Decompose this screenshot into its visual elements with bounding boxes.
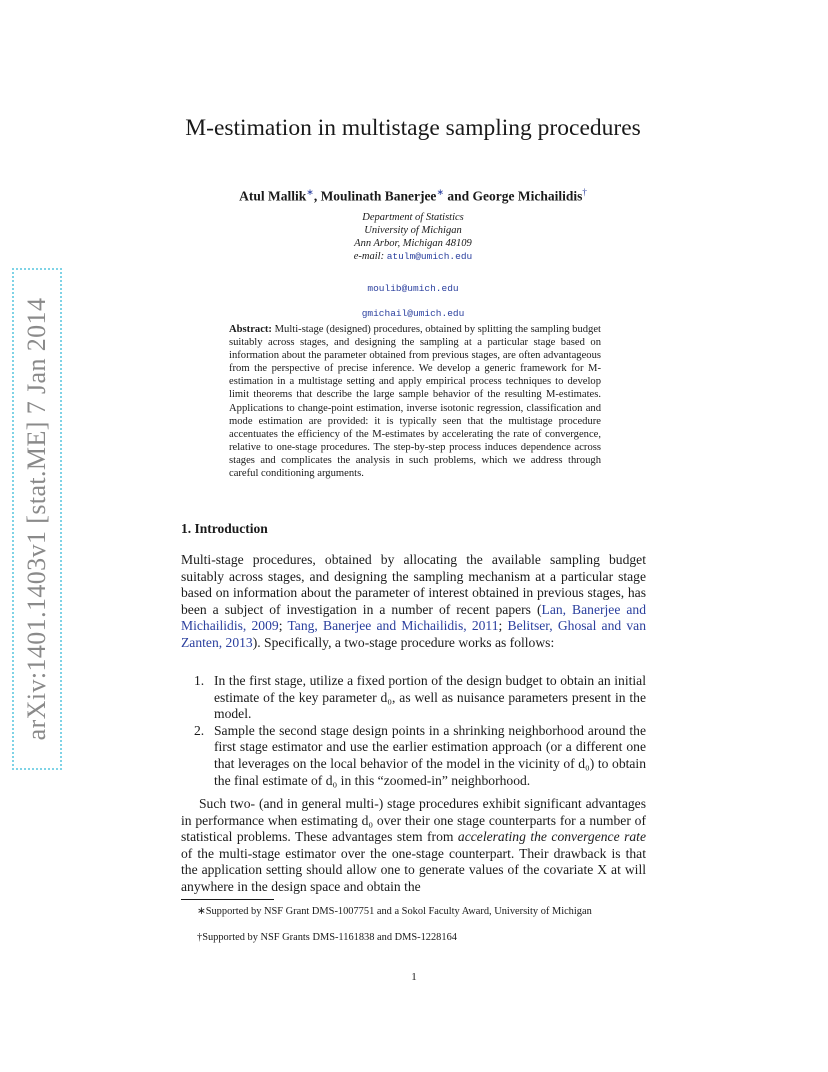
arxiv-identifier: arXiv:1401.1403v1 [stat.ME] 7 Jan 2014: [22, 297, 51, 741]
paper-title: M-estimation in multistage sampling procedures: [185, 115, 641, 141]
footnote: †Supported by NSF Grants DMS-1161838 and DMS-1228164: [197, 932, 457, 943]
author-footnote-mark[interactable]: ∗: [306, 187, 314, 197]
email-line: [240, 250, 586, 263]
paragraph-text: ;: [278, 618, 288, 634]
author-line: [140, 187, 686, 205]
author-name: Moulinath Banerjee: [320, 188, 437, 204]
email-label: e-mail:: [353, 251, 387, 262]
list-item-text: In the first stage, utilize a fixed portion of the design budget to obtain an initial estimate of the key parameter d₀, as well as nuisance parameters present in the model.: [214, 673, 646, 722]
list-item-text: Sample the second stage design points in a shrinking neighborhood around the first stage estimator and use the earlier estimation approach (or a different one that leverages on the local behavior of the model in the vicinity of d₀) to obtain the final estimate of d₀ in this “zoomed-in” neighborhood.: [214, 722, 646, 788]
page-number: 1: [411, 971, 417, 983]
list-number: 1.: [194, 673, 205, 688]
list-number: 2.: [194, 722, 205, 738]
email-link[interactable]: gmichail@umich.edu: [361, 308, 465, 319]
arxiv-sidebar-stamp: [12, 268, 62, 770]
author-separator: and: [443, 188, 473, 204]
citation-link[interactable]: Tang, Banerjee and Michailidis, 2011: [287, 618, 499, 634]
abstract-label: Abstract:: [229, 324, 272, 335]
paragraph-text: ). Specifically, a two-stage procedure works as follows:: [252, 634, 555, 650]
citation-link[interactable]: Lan, Banerjee and Michailidis, 2009: [181, 601, 646, 634]
intro-paragraph-1: [181, 552, 646, 652]
author-name: George Michailidis: [472, 188, 583, 204]
paragraph-text: of the multi-stage estimator over the one-stage counterpart. Their drawback is that the application setting should allow one to generate values of the covariate X at will anywhere in the design space and obtain the: [181, 845, 646, 894]
email-link[interactable]: moulib@umich.edu: [367, 283, 459, 294]
list-item: [181, 723, 646, 789]
emphasis-text: accelerating the convergence rate: [457, 829, 646, 845]
paragraph-text: ;: [498, 618, 508, 634]
footnote: ∗Supported by NSF Grant DMS-1007751 and a Sokol Faculty Award, University of Michigan: [197, 906, 592, 917]
footnote-divider: [181, 899, 274, 900]
author-footnote-mark[interactable]: †: [582, 187, 587, 197]
intro-paragraph-2: [181, 796, 646, 896]
abstract: [229, 323, 601, 480]
affiliation-block: [240, 211, 586, 263]
email-link[interactable]: atulm@umich.edu: [386, 251, 473, 262]
list-item: [181, 673, 646, 723]
procedure-list: [181, 673, 646, 789]
affiliation-department: Department of Statistics: [362, 212, 464, 223]
affiliation-city: Ann Arbor, Michigan 48109: [354, 238, 472, 249]
author-footnote-mark[interactable]: ∗: [436, 187, 444, 197]
email-line: [240, 301, 586, 320]
affiliation-university: University of Michigan: [364, 225, 462, 236]
section-heading: 1. Introduction: [181, 521, 268, 536]
author-name: Atul Mallik: [239, 188, 307, 204]
citation-link[interactable]: Belitser, Ghosal and van Zanten, 2013: [181, 618, 646, 650]
paragraph-text: Such two- (and in general multi-) stage procedures exhibit significant advantages in performance when estimating d₀ over their one stage counterparts for a number of statistical problems. These advantages stem from: [181, 796, 646, 845]
email-line: [240, 276, 586, 295]
abstract-text: Multi-stage (designed) procedures, obtained by splitting the sampling budget suitably across stages, and designing the sampling at a particular stage based on information about the parameter obtained from previous stages, are often advantageous from the perspective of precise inference. We develop a generic framework for M-estimation in a multistage setting and apply empirical process techniques to develop limit theorems that describe the large sample behavior of the resulting M-estimates. Applications to change-point estimation, inverse isotonic regression, classification and mode estimation are provided: it is typically seen that the multistage procedure accentuates the efficiency of the M-estimates by accelerating the rate of convergence, relative to one-stage procedures. The step-by-step process induces dependence across stages and complicates the analysis in such problems, which we address through careful conditioning arguments.: [229, 324, 601, 480]
author-separator: ,: [313, 188, 321, 204]
paragraph-text: Multi-stage procedures, obtained by allocating the available sampling budget suitably across stages, and designing the sampling mechanism at a particular stage based on information about the parameter of interest obtained in previous stages, has been a subject of investigation in a number of recent papers (: [181, 552, 646, 617]
